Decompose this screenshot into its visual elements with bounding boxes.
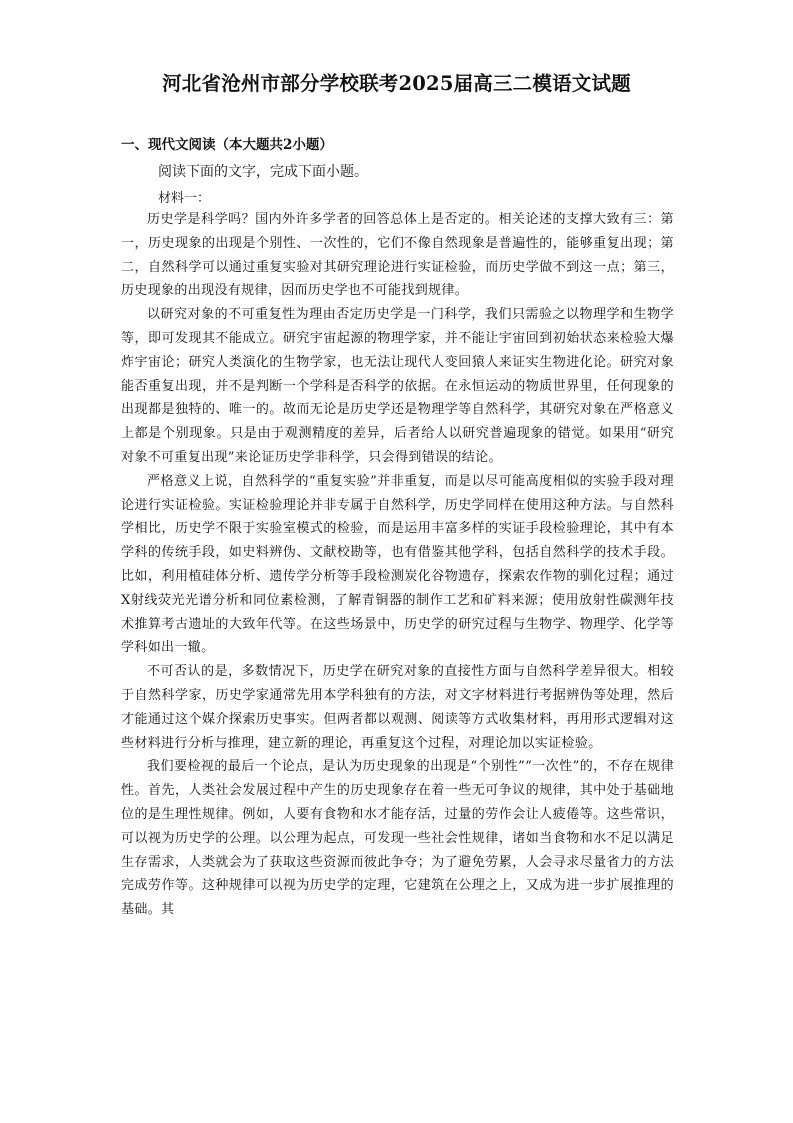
material-label: 材料一： — [158, 191, 211, 206]
paragraph-3: 严格意义上说，自然科学的“重复实验”并非重复，而是以尽可能高度相似的实验手段对理论进行实证检验。实证检验理论并非专属于自然科学，历史学同样在使用这种方法。与自然科学相比，历史学不限于实验室模式的检验，而是运用丰富多样的实证手段检验理论，其中有本学科的传统手段，如史料辨伪、文献校勘等，也有借鉴其他学科，包括自然科学的技术手段。比如，利用植硅体分析、遗传学分析等手段检测炭化谷物遗存，探索农作物的驯化过程；通过X射线荧光光谱分析和同位素检测，了解青铜器的制作工艺和矿料来源；使用放射性碳测年技术推算考古遗址的大致年代等。在这些场景中，历史学的研究过程与生物学、物理学、化学等学科如出一辙。 — [121, 473, 674, 656]
document-title: 河北省沧州市部分学校联考2025届高三二模语文试题 — [162, 72, 631, 95]
material-body — [121, 208, 674, 922]
paragraph-4: 不可否认的是，多数情况下，历史学在研究对象的直接性方面与自然科学差异很大。相较于自然科学家，历史学家通常先用本学科独有的方法，对文字材料进行考据辨伪等处理，然后才能通过这个媒介探索历史事实。但两者都以观测、阅读等方式收集材料，再用形式逻辑对这些材料进行分析与推理，建立新的理论，再重复这个过程，对理论加以实证检验。 — [121, 664, 674, 751]
paragraph-5: 我们要检视的最后一个论点，是认为历史现象的出现是“个别性”“一次性”的，不存在规律性。首先，人类社会发展过程中产生的历史现象存在着一些无可争议的规律，其中处于基础地位的是生理性规律。例如，人要有食物和水才能存活，过量的劳作会让人疲倦等。这些常识，可以视为历史学的公理。以公理为起点，可发现一些社会性规律，诸如当食物和水不足以满足生存需求，人类就会为了获取这些资源而彼此争夺；为了避免劳累，人会寻求尽量省力的方法完成劳作等。这种规律可以视为历史学的定理，它建筑在公理之上，又成为进一步扩展推理的基础。其 — [121, 759, 674, 918]
paragraph-2: 以研究对象的不可重复性为理由否定历史学是一门科学，我们只需验之以物理学和生物学等，即可发现其不能成立。研究宇宙起源的物理学家，并不能让宇宙回到初始状态来检验大爆炸宇宙论；研究人类演化的生物学家，也无法让现代人变回猿人来证实生物进化论。研究对象能否重复出现，并不是判断一个学科是否科学的依据。在永恒运动的物质世界里，任何现象的出现都是独特的、唯一的。故而无论是历史学还是物理学等自然科学，其研究对象在严格意义上都是个别现象。只是由于观测精度的差异，后者给人以研究普遍现象的错觉。如果用“研究对象不可重复出现”来论证历史学非科学，只会得到错误的结论。 — [121, 307, 674, 465]
reading-instruction: 阅读下面的文字，完成下面小题。 — [158, 164, 368, 180]
paragraph-1: 历史学是科学吗？国内外许多学者的回答总体上是否定的。相关论述的支撑大致有三：第一，历史现象的出现是个别性、一次性的，它们不像自然现象是普遍性的，能够重复出现；第二，自然科学可以通过重复实验对其研究理论进行实证检验，而历史学做不到这一点；第三，历史现象的出现没有规律，因而历史学也不可能找到规律。 — [121, 212, 674, 299]
section-heading: 一、现代文阅读（本大题共2小题） — [121, 137, 333, 153]
